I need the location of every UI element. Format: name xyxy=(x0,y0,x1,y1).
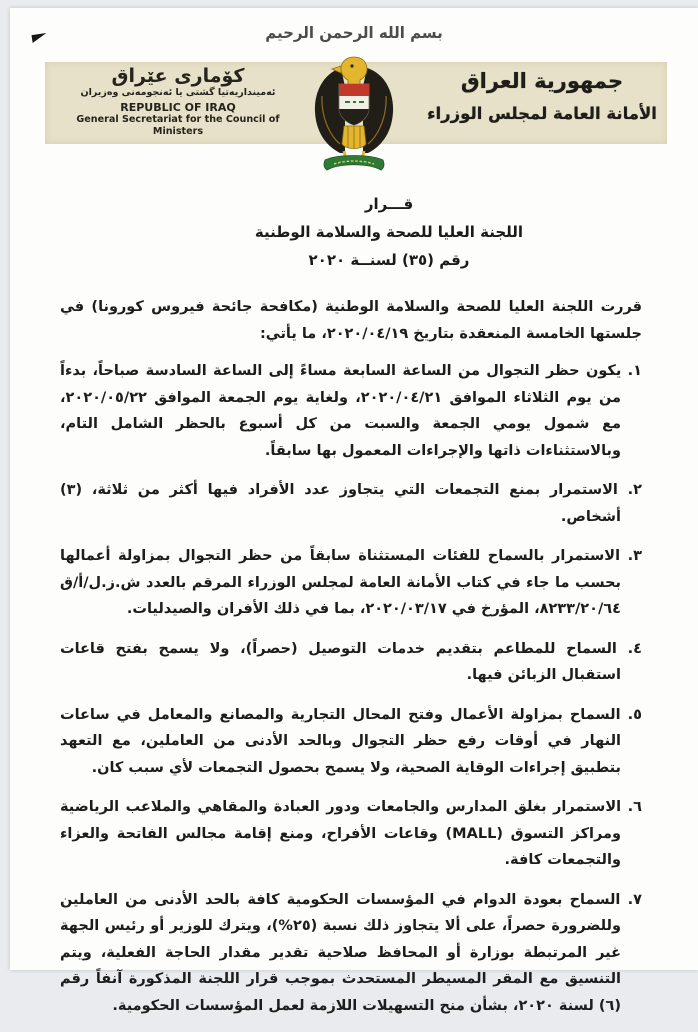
item-number: ٣. xyxy=(627,548,642,564)
item-number: ٦. xyxy=(627,799,642,815)
english-secretariat-subtitle: General Secretariat for the Council of Ministers xyxy=(76,114,280,137)
item-number: ٢. xyxy=(627,482,642,498)
item-text: الاستمرار بغلق المدارس والجامعات ودور العبادة والمقاهي والملاعب الرياضية ومراكز التسوق (MALL) وقاعات الأفراح، ومنع إقامة مجالس الفاتحة والعزاء والتجمعات كافة. xyxy=(60,799,622,868)
decree-item-4 xyxy=(60,636,642,689)
decree-item-5 xyxy=(60,702,642,782)
arabic-secretariat-subtitle: الأمانة العامة لمجلس الوزراء xyxy=(427,104,657,123)
letterhead-arabic-block xyxy=(427,66,657,128)
item-number: ١. xyxy=(627,363,642,379)
english-republic-title: REPUBLIC OF IRAQ xyxy=(120,101,236,114)
item-text: الاستمرار بالسماح للفئات المستثناة سابقاً من حظر التجوال بمزاولة أعمالها بحسب ما جاء في كتاب الأمانة العامة لمجلس الوزراء المرقم بالعدد ش.ز.ل/أ/ق ٨٢٣٣/٢٠/٦٤، المؤرخ في ٢٠٢٠/٠٣/١٧، بما في ذلك الأفران والصيدليات. xyxy=(60,548,621,617)
item-number: ٧. xyxy=(627,891,642,908)
kurdish-secretariat-subtitle: ئەمینداریەتیا گشتی یا ئەنجومەنی وەزیران xyxy=(80,87,276,98)
preamble-paragraph: قررت اللجنة العليا للصحة والسلامة الوطنية (مكافحة جائحة فيروس كورونا) في جلستها الخامسة المنعقدة بتاريخ ٢٠٢٠/٠٤/١٩، ما يأتي: xyxy=(60,299,642,342)
item-text: السماح للمطاعم بتقديم خدمات التوصيل (حصراً)، ولا يسمح بفتح قاعات استقبال الزبائن فيها. xyxy=(60,640,621,683)
decree-item-1 xyxy=(60,358,642,464)
decree-item-3 xyxy=(60,543,642,623)
decree-title-block xyxy=(100,190,678,274)
document-page xyxy=(10,8,698,1014)
bismillah-calligraphy: بسم الله الرحمن الرحيم xyxy=(265,23,443,43)
item-number: ٥. xyxy=(627,706,642,723)
decree-item-2 xyxy=(60,477,642,530)
decree-item-7 xyxy=(60,887,642,1020)
item-text: الاستمرار بمنع التجمعات التي يتجاوز عدد الأفراد فيها أكثر من ثلاثة، (٣) أشخاص. xyxy=(60,482,621,525)
kurdish-republic-title: كۆمارى عێراق xyxy=(111,65,245,87)
item-text: السماح بمزاولة الأعمال وفتح المحال التجارية والمصانع والمعامل في ساعات النهار في أوقات رفع حظر التجوال وبالحد الأدنى من العاملين، مع التعهد بتطبيق إجراءات الوقاية الصحية، ولا يسمح بحصول التجمعات لأي سبب كان. xyxy=(60,706,621,776)
item-number: ٤. xyxy=(627,640,642,657)
item-text: السماح بعودة الدوام في المؤسسات الحكومية كافة بالحد الأدنى من العاملين وللضرورة حصراً، على ألا يتجاوز ذلك نسبة (٢٥%)، ويترك للوزير أو رئيس الجهة غير المرتبطة بوزارة أو المحافظ صلاحية تقدير مقدار الحاجة الفعلية، ويتم التنسيق مع المقر المسيطر المستحدث بموجب قرار اللجنة المذكورة آنفاً رقم (٦) لسنة ٢٠٢٠، بشأن منح التسهيلات اللازمة لعمل المؤسسات الحكومية. xyxy=(60,891,622,1014)
decree-item-6 xyxy=(60,794,642,874)
decree-number-line: رقم (٣٥) لسنــة ٢٠٢٠ xyxy=(308,251,470,269)
committee-name: اللجنة العليا للصحة والسلامة الوطنية xyxy=(254,223,524,241)
arabic-republic-title: جمهورية العراق xyxy=(460,69,624,93)
letterhead-kurdish-block xyxy=(53,65,303,138)
iraq-coat-of-arms-icon xyxy=(308,56,400,176)
decree-word: قـــرار xyxy=(364,195,414,213)
decree-body xyxy=(60,294,642,1032)
item-text: يكون حظر التجوال من الساعة السابعة مساءً إلى الساعة السادسة صباحاً، بدءاً من يوم الثلاثاء الموافق ٢٠٢٠/٠٤/٢١، ولغاية يوم الجمعة الموافق ٢٠٢٠/٠٥/٢٢، مع شمول يومي الجمعة والسبت من كل أسبوع بالحظر الشامل التام، وبالاستثناءات ذاتها والإجراءات المعمول بها سابقاً. xyxy=(60,363,622,459)
